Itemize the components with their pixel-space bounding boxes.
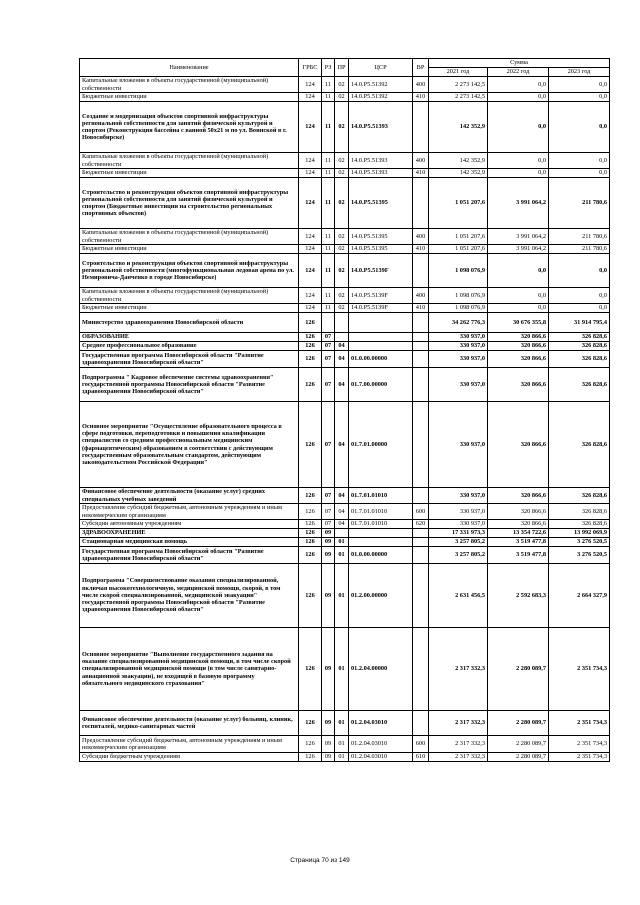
- table-cell-2022: 3 519 477,8: [488, 538, 549, 547]
- table-cell-rz: 11: [322, 304, 335, 313]
- table-cell-csr: 14.0.P5.51395: [349, 229, 413, 245]
- table-cell-2021: 1 098 076,9: [429, 288, 488, 304]
- table-cell-2022: 3 991 064,2: [488, 245, 549, 254]
- table-row: [80, 520, 610, 529]
- table-row: [80, 529, 610, 538]
- table-cell-2022: 3 991 064,2: [488, 229, 549, 245]
- table-cell-name: Капитальные вложения в объекты государственной (муниципальной) собственности: [80, 77, 299, 93]
- table-cell-2022: 30 676 355,8: [488, 313, 549, 333]
- table-cell-pr: 04: [335, 351, 349, 368]
- table-cell-2021: 3 257 805,2: [429, 538, 488, 547]
- table-cell-pr: 02: [335, 153, 349, 169]
- table-cell-pr: [335, 333, 349, 342]
- table-row: [80, 333, 610, 342]
- table-cell-name: Предоставление субсидий бюджетным, автономным учреждениям и иным некоммерческим организациям: [80, 504, 299, 520]
- table-cell-name: Финансовое обеспечение деятельности (оказание услуг) средних специальных учебных заведений: [80, 488, 299, 504]
- table-cell-2022: 320 866,6: [488, 351, 549, 368]
- table-row: [80, 628, 610, 711]
- table-row: [80, 313, 610, 333]
- table-cell-2023: 326 828,6: [549, 333, 610, 342]
- table-cell-2023: 0,0: [549, 304, 610, 313]
- table-cell-name: Капитальные вложения в объекты государственной (муниципальной) собственности: [80, 153, 299, 169]
- table-cell-2022: 320 866,6: [488, 342, 549, 351]
- table-row: [80, 77, 610, 93]
- table-cell-rz: 11: [322, 288, 335, 304]
- table-cell-grbs: 126: [299, 564, 322, 628]
- table-cell-2022: 0,0: [488, 254, 549, 288]
- table-cell-vr: [413, 351, 429, 368]
- table-cell-rz: 11: [322, 178, 335, 229]
- table-cell-rz: 07: [322, 504, 335, 520]
- table-cell-2021: 330 937,0: [429, 402, 488, 488]
- table-cell-vr: 410: [413, 169, 429, 178]
- table-row: [80, 504, 610, 520]
- table-cell-2022: 320 866,6: [488, 504, 549, 520]
- table-cell-2022: 2 592 683,3: [488, 564, 549, 628]
- table-cell-2022: 2 280 089,7: [488, 753, 549, 762]
- table-cell-vr: [413, 538, 429, 547]
- table-cell-pr: 04: [335, 520, 349, 529]
- table-cell-csr: [349, 342, 413, 351]
- table-cell-grbs: 124: [299, 245, 322, 254]
- table-cell-grbs: 126: [299, 368, 322, 402]
- table-cell-2023: 211 780,6: [549, 229, 610, 245]
- table-cell-2021: 2 317 332,3: [429, 753, 488, 762]
- table-cell-2023: 0,0: [549, 288, 610, 304]
- table-cell-2021: 1 098 076,9: [429, 304, 488, 313]
- table-cell-pr: 02: [335, 288, 349, 304]
- table-row: [80, 538, 610, 547]
- table-cell-grbs: 124: [299, 153, 322, 169]
- table-cell-name: Стационарная медицинская помощь: [80, 538, 299, 547]
- table-cell-rz: 09: [322, 628, 335, 711]
- table-cell-csr: 14.0.P5.51393: [349, 169, 413, 178]
- table-cell-csr: 14.0.P5.5139F: [349, 304, 413, 313]
- table-cell-rz: 09: [322, 564, 335, 628]
- table-cell-2023: 13 992 069,9: [549, 529, 610, 538]
- table-cell-2023: 2 351 734,3: [549, 628, 610, 711]
- table-cell-name: Финансовое обеспечение деятельности (оказание услуг) больниц, клиник, госпиталей, медико-санитарных частей: [80, 711, 299, 736]
- table-cell-2023: 0,0: [549, 153, 610, 169]
- budget-table: [79, 58, 610, 762]
- table-cell-vr: 410: [413, 93, 429, 102]
- table-cell-2023: 2 351 734,3: [549, 736, 610, 753]
- header-csr: ЦСР: [349, 59, 413, 77]
- table-cell-vr: [413, 547, 429, 564]
- table-cell-vr: 400: [413, 77, 429, 93]
- table-cell-csr: 14.0.P5.51392: [349, 93, 413, 102]
- table-cell-csr: 01.7.01.00000: [349, 402, 413, 488]
- table-cell-2021: 330 937,0: [429, 504, 488, 520]
- table-cell-pr: 02: [335, 254, 349, 288]
- table-cell-vr: 410: [413, 304, 429, 313]
- table-row: [80, 736, 610, 753]
- table-cell-pr: 02: [335, 304, 349, 313]
- table-cell-2021: 330 937,0: [429, 333, 488, 342]
- table-cell-grbs: 124: [299, 169, 322, 178]
- table-cell-2022: 320 866,6: [488, 488, 549, 504]
- table-cell-grbs: 124: [299, 254, 322, 288]
- table-cell-name: Бюджетные инвестиции: [80, 169, 299, 178]
- table-cell-2023: 211 780,6: [549, 245, 610, 254]
- table-cell-rz: 11: [322, 93, 335, 102]
- table-cell-2021: 2 631 456,5: [429, 564, 488, 628]
- table-header: [80, 59, 610, 77]
- table-cell-2021: 1 051 207,6: [429, 245, 488, 254]
- table-cell-grbs: 126: [299, 351, 322, 368]
- table-cell-pr: 02: [335, 229, 349, 245]
- table-cell-csr: 14.0.P5.51395: [349, 245, 413, 254]
- table-cell-grbs: 126: [299, 547, 322, 564]
- table-cell-2022: 3 519 477,8: [488, 547, 549, 564]
- table-cell-rz: 07: [322, 342, 335, 351]
- table-cell-vr: 600: [413, 736, 429, 753]
- table-cell-grbs: 126: [299, 342, 322, 351]
- table-cell-vr: [413, 368, 429, 402]
- table-cell-2022: 320 866,6: [488, 333, 549, 342]
- table-cell-vr: 620: [413, 520, 429, 529]
- table-cell-rz: 11: [322, 77, 335, 93]
- table-cell-name: Министерство здравоохранения Новосибирской области: [80, 313, 299, 333]
- table-cell-rz: 09: [322, 538, 335, 547]
- table-cell-grbs: 126: [299, 520, 322, 529]
- table-cell-rz: 09: [322, 753, 335, 762]
- table-cell-rz: 07: [322, 351, 335, 368]
- table-cell-name: Основное мероприятие "Осуществление образовательного процесса в сфере подготовки, переподготовки и повышения квалификации специалистов со средним профессиональным медицинским (фармацевтическим) образованием в соответствии с действующим государственным образовательным стандартом, действующим законодательством Российской Федерации": [80, 402, 299, 488]
- table-cell-csr: [349, 529, 413, 538]
- table-cell-2023: 326 828,6: [549, 402, 610, 488]
- table-cell-vr: [413, 178, 429, 229]
- table-cell-rz: 11: [322, 254, 335, 288]
- table-cell-name: Бюджетные инвестиции: [80, 245, 299, 254]
- table-cell-rz: 07: [322, 333, 335, 342]
- table-cell-grbs: 124: [299, 304, 322, 313]
- table-cell-pr: 02: [335, 245, 349, 254]
- table-cell-2021: 2 317 332,3: [429, 628, 488, 711]
- table-cell-2023: 326 828,6: [549, 351, 610, 368]
- table-cell-2021: 34 262 776,3: [429, 313, 488, 333]
- table-cell-pr: 04: [335, 504, 349, 520]
- table-cell-2023: 326 828,6: [549, 504, 610, 520]
- table-row: [80, 711, 610, 736]
- table-cell-grbs: 124: [299, 93, 322, 102]
- table-cell-2023: 0,0: [549, 77, 610, 93]
- table-cell-pr: 01: [335, 538, 349, 547]
- table-cell-vr: [413, 102, 429, 153]
- table-cell-csr: 14.0.P5.5139F: [349, 288, 413, 304]
- table-cell-2022: 0,0: [488, 93, 549, 102]
- table-cell-pr: 02: [335, 102, 349, 153]
- table-row: [80, 254, 610, 288]
- table-row: [80, 547, 610, 564]
- table-cell-csr: 01.2.00.00000: [349, 564, 413, 628]
- table-cell-vr: [413, 529, 429, 538]
- table-cell-2023: 0,0: [549, 93, 610, 102]
- table-cell-rz: 07: [322, 402, 335, 488]
- table-cell-pr: 01: [335, 736, 349, 753]
- table-row: [80, 342, 610, 351]
- table-cell-2021: 330 937,0: [429, 351, 488, 368]
- table-cell-vr: [413, 628, 429, 711]
- table-cell-2021: 2 273 142,5: [429, 77, 488, 93]
- table-cell-2023: 0,0: [549, 254, 610, 288]
- table-cell-name: Государственная программа Новосибирской области "Развитие здравоохранения Новосибирской области": [80, 547, 299, 564]
- table-cell-2022: 0,0: [488, 102, 549, 153]
- table-cell-vr: [413, 488, 429, 504]
- table-cell-name: Субсидии автономным учреждениям: [80, 520, 299, 529]
- table-cell-name: Подпрограмма " Кадровое обеспечение системы здравоохранения" государственной программы Новосибирской области "Развитие здравоохранения Новосибирской области": [80, 368, 299, 402]
- table-cell-grbs: 124: [299, 229, 322, 245]
- table-cell-pr: [335, 529, 349, 538]
- table-cell-2022: 2 280 089,7: [488, 711, 549, 736]
- table-cell-2021: 17 331 973,3: [429, 529, 488, 538]
- table-row: [80, 488, 610, 504]
- table-cell-2022: 0,0: [488, 153, 549, 169]
- table-cell-rz: 09: [322, 736, 335, 753]
- table-row: [80, 229, 610, 245]
- table-cell-pr: 04: [335, 402, 349, 488]
- table-cell-csr: 01.2.04.03010: [349, 736, 413, 753]
- table-cell-csr: 14.0.P5.51395: [349, 178, 413, 229]
- table-cell-vr: 400: [413, 288, 429, 304]
- table-cell-2021: 2 317 332,3: [429, 711, 488, 736]
- table-cell-name: Строительство и реконструкция объектов спортивной инфраструктуры региональной собственности для занятий физической культурой и спортом (Бюджетные инвестиции на строительство региональных спортивных объектов): [80, 178, 299, 229]
- table-cell-2023: 326 828,6: [549, 368, 610, 402]
- table-cell-name: Государственная программа Новосибирской области "Развитие здравоохранения Новосибирской области": [80, 351, 299, 368]
- table-row: [80, 93, 610, 102]
- table-row: [80, 368, 610, 402]
- table-cell-csr: 01.0.00.00000: [349, 351, 413, 368]
- table-cell-rz: 09: [322, 529, 335, 538]
- table-cell-rz: 11: [322, 229, 335, 245]
- table-cell-pr: [335, 313, 349, 333]
- table-cell-2022: 2 280 089,7: [488, 628, 549, 711]
- table-cell-2021: 2 273 142,5: [429, 93, 488, 102]
- table-cell-vr: [413, 711, 429, 736]
- table-cell-2021: 1 051 207,6: [429, 229, 488, 245]
- table-cell-rz: 09: [322, 711, 335, 736]
- table-cell-csr: 14.0.P5.51392: [349, 77, 413, 93]
- table-cell-2023: 31 914 795,4: [549, 313, 610, 333]
- header-year-2023: 2023 год: [549, 68, 610, 77]
- table-cell-vr: [413, 333, 429, 342]
- table-cell-2021: 330 937,0: [429, 520, 488, 529]
- table-row: [80, 169, 610, 178]
- table-cell-pr: 02: [335, 93, 349, 102]
- table-cell-csr: 01.7.00.00000: [349, 368, 413, 402]
- table-cell-2022: 0,0: [488, 304, 549, 313]
- table-cell-name: Бюджетные инвестиции: [80, 93, 299, 102]
- table-row: [80, 153, 610, 169]
- table-cell-csr: 14.0.P5.5139F: [349, 254, 413, 288]
- table-cell-grbs: 126: [299, 529, 322, 538]
- table-row: [80, 753, 610, 762]
- table-cell-vr: [413, 254, 429, 288]
- table-cell-csr: 01.0.00.00000: [349, 547, 413, 564]
- table-cell-2022: 0,0: [488, 77, 549, 93]
- table-cell-2023: 2 351 734,3: [549, 711, 610, 736]
- page-number-label: Страница 70 из 149: [290, 857, 350, 864]
- table-cell-grbs: 126: [299, 628, 322, 711]
- table-cell-vr: 600: [413, 504, 429, 520]
- table-body: [80, 77, 610, 762]
- table-cell-vr: [413, 313, 429, 333]
- table-cell-2022: 320 866,6: [488, 368, 549, 402]
- table-cell-csr: 01.7.01.01010: [349, 504, 413, 520]
- table-cell-pr: 01: [335, 628, 349, 711]
- table-cell-2023: 0,0: [549, 102, 610, 153]
- table-cell-pr: 02: [335, 178, 349, 229]
- table-cell-rz: 07: [322, 488, 335, 504]
- table-cell-vr: 400: [413, 153, 429, 169]
- table-cell-csr: 01.2.04.03010: [349, 753, 413, 762]
- table-cell-grbs: 124: [299, 288, 322, 304]
- table-cell-2021: 330 937,0: [429, 368, 488, 402]
- table-cell-vr: 400: [413, 229, 429, 245]
- table-cell-2021: 330 937,0: [429, 342, 488, 351]
- table-cell-rz: 07: [322, 520, 335, 529]
- table-cell-grbs: 126: [299, 538, 322, 547]
- table-cell-pr: 04: [335, 368, 349, 402]
- table-cell-2023: 2 664 327,9: [549, 564, 610, 628]
- table-cell-csr: 01.7.01.01010: [349, 520, 413, 529]
- table-cell-name: Среднее профессиональное образование: [80, 342, 299, 351]
- table-cell-2022: 2 280 089,7: [488, 736, 549, 753]
- table-cell-pr: 01: [335, 564, 349, 628]
- header-year-2022: 2022 год: [488, 68, 549, 77]
- table-cell-name: Предоставление субсидий бюджетным, автономным учреждениям и иным некоммерческим организациям: [80, 736, 299, 753]
- table-cell-pr: 02: [335, 77, 349, 93]
- header-rz: РЗ: [322, 59, 335, 77]
- table-cell-rz: 11: [322, 169, 335, 178]
- table-cell-rz: 07: [322, 368, 335, 402]
- table-cell-rz: 11: [322, 245, 335, 254]
- table-row: [80, 102, 610, 153]
- table-cell-csr: 14.0.P5.51393: [349, 153, 413, 169]
- table-cell-grbs: 124: [299, 77, 322, 93]
- table-cell-2021: 142 352,9: [429, 102, 488, 153]
- table-cell-grbs: 124: [299, 178, 322, 229]
- table-cell-csr: [349, 538, 413, 547]
- table-cell-2021: 142 352,9: [429, 153, 488, 169]
- table-cell-csr: 01.7.01.01010: [349, 488, 413, 504]
- table-cell-2021: 142 352,9: [429, 169, 488, 178]
- table-cell-2023: 3 276 520,5: [549, 538, 610, 547]
- table-row: [80, 178, 610, 229]
- table-cell-name: Строительство и реконструкция объектов спортивной инфраструктуры региональной собственности (многофункциональная ледовая арена по ул. Немировича-Данченко в городе Новосибирске): [80, 254, 299, 288]
- table-cell-2023: 326 828,6: [549, 520, 610, 529]
- table-cell-name: Бюджетные инвестиции: [80, 304, 299, 313]
- table-cell-2022: 13 354 722,6: [488, 529, 549, 538]
- table-cell-2023: 2 351 734,3: [549, 753, 610, 762]
- table-cell-name: Подпрограмма "Совершенствование оказания специализированной, включая высокотехнологичную, медицинской помощи, скорой, в том числе скорой специализированной, медицинской эвакуации" государственной программы Новосибирской области "Развитие здравоохранения Новосибирской области": [80, 564, 299, 628]
- table-cell-rz: 09: [322, 547, 335, 564]
- table-cell-pr: 04: [335, 342, 349, 351]
- table-row: [80, 402, 610, 488]
- table-cell-vr: [413, 402, 429, 488]
- table-cell-2021: 2 317 332,3: [429, 736, 488, 753]
- table-cell-pr: 02: [335, 169, 349, 178]
- table-row: [80, 245, 610, 254]
- table-cell-vr: [413, 342, 429, 351]
- table-cell-2022: 320 866,6: [488, 402, 549, 488]
- table-cell-grbs: 126: [299, 711, 322, 736]
- table-cell-name: ЗДРАВООХРАНЕНИЕ: [80, 529, 299, 538]
- table-cell-pr: 04: [335, 488, 349, 504]
- table-cell-2022: 3 991 064,2: [488, 178, 549, 229]
- table-row: [80, 564, 610, 628]
- table-cell-csr: [349, 333, 413, 342]
- table-cell-name: Основное мероприятие "Выполнение государственного задания на оказание специализированной медицинской помощи, в том числе скорой специализированной медицинской помощи (в том числе санитарно-авиационной эвакуации), не входящей в базовую программу обязательного медицинского страхования": [80, 628, 299, 711]
- table-cell-vr: [413, 564, 429, 628]
- table-cell-csr: 01.2.04.03010: [349, 711, 413, 736]
- table-cell-grbs: 126: [299, 488, 322, 504]
- header-pr: ПР: [335, 59, 349, 77]
- header-vr: ВР: [413, 59, 429, 77]
- table-cell-pr: 01: [335, 753, 349, 762]
- table-cell-grbs: 126: [299, 736, 322, 753]
- header-year-2021: 2021 год: [429, 68, 488, 77]
- table-cell-2023: 326 828,6: [549, 488, 610, 504]
- table-cell-2023: 211 780,6: [549, 178, 610, 229]
- table-cell-name: Капитальные вложения в объекты государственной (муниципальной) собственности: [80, 229, 299, 245]
- table-cell-vr: 410: [413, 245, 429, 254]
- table-cell-2022: 0,0: [488, 169, 549, 178]
- table-row: [80, 351, 610, 368]
- table-cell-pr: 01: [335, 547, 349, 564]
- table-cell-2023: 3 276 520,5: [549, 547, 610, 564]
- table-cell-2022: 320 866,6: [488, 520, 549, 529]
- table-cell-grbs: 124: [299, 102, 322, 153]
- table-cell-rz: 11: [322, 102, 335, 153]
- table-cell-2023: 326 828,6: [549, 342, 610, 351]
- table-cell-rz: 11: [322, 153, 335, 169]
- table-cell-2021: 330 937,0: [429, 488, 488, 504]
- table-cell-name: Субсидии бюджетным учреждениям: [80, 753, 299, 762]
- table-cell-grbs: 126: [299, 402, 322, 488]
- table-cell-csr: [349, 313, 413, 333]
- table-cell-name: ОБРАЗОВАНИЕ: [80, 333, 299, 342]
- table-cell-csr: 14.0.P5.51393: [349, 102, 413, 153]
- table-cell-name: Капитальные вложения в объекты государственной (муниципальной) собственности: [80, 288, 299, 304]
- header-grbs: ГРБС: [299, 59, 322, 77]
- table-cell-grbs: 126: [299, 313, 322, 333]
- table-cell-csr: 01.2.04.00000: [349, 628, 413, 711]
- header-sum: Сумма: [429, 59, 610, 68]
- table-cell-grbs: 126: [299, 753, 322, 762]
- table-cell-2021: 1 098 076,9: [429, 254, 488, 288]
- table-cell-2022: 0,0: [488, 288, 549, 304]
- header-name: Наименование: [80, 59, 299, 77]
- table-cell-2023: 0,0: [549, 169, 610, 178]
- table-cell-2021: 3 257 805,2: [429, 547, 488, 564]
- table-cell-rz: [322, 313, 335, 333]
- table-row: [80, 288, 610, 304]
- table-cell-name: Создание и модернизация объектов спортивной инфраструктуры региональной собственности для занятий физической культурой и спортом (Реконструкция бассейна с ванной 50х21 м по ул. Воинской в г. Новосибирске): [80, 102, 299, 153]
- table-row: [80, 304, 610, 313]
- table-cell-vr: 610: [413, 753, 429, 762]
- table-cell-2021: 1 051 207,6: [429, 178, 488, 229]
- table-cell-grbs: 126: [299, 333, 322, 342]
- table-cell-pr: 01: [335, 711, 349, 736]
- table-cell-grbs: 126: [299, 504, 322, 520]
